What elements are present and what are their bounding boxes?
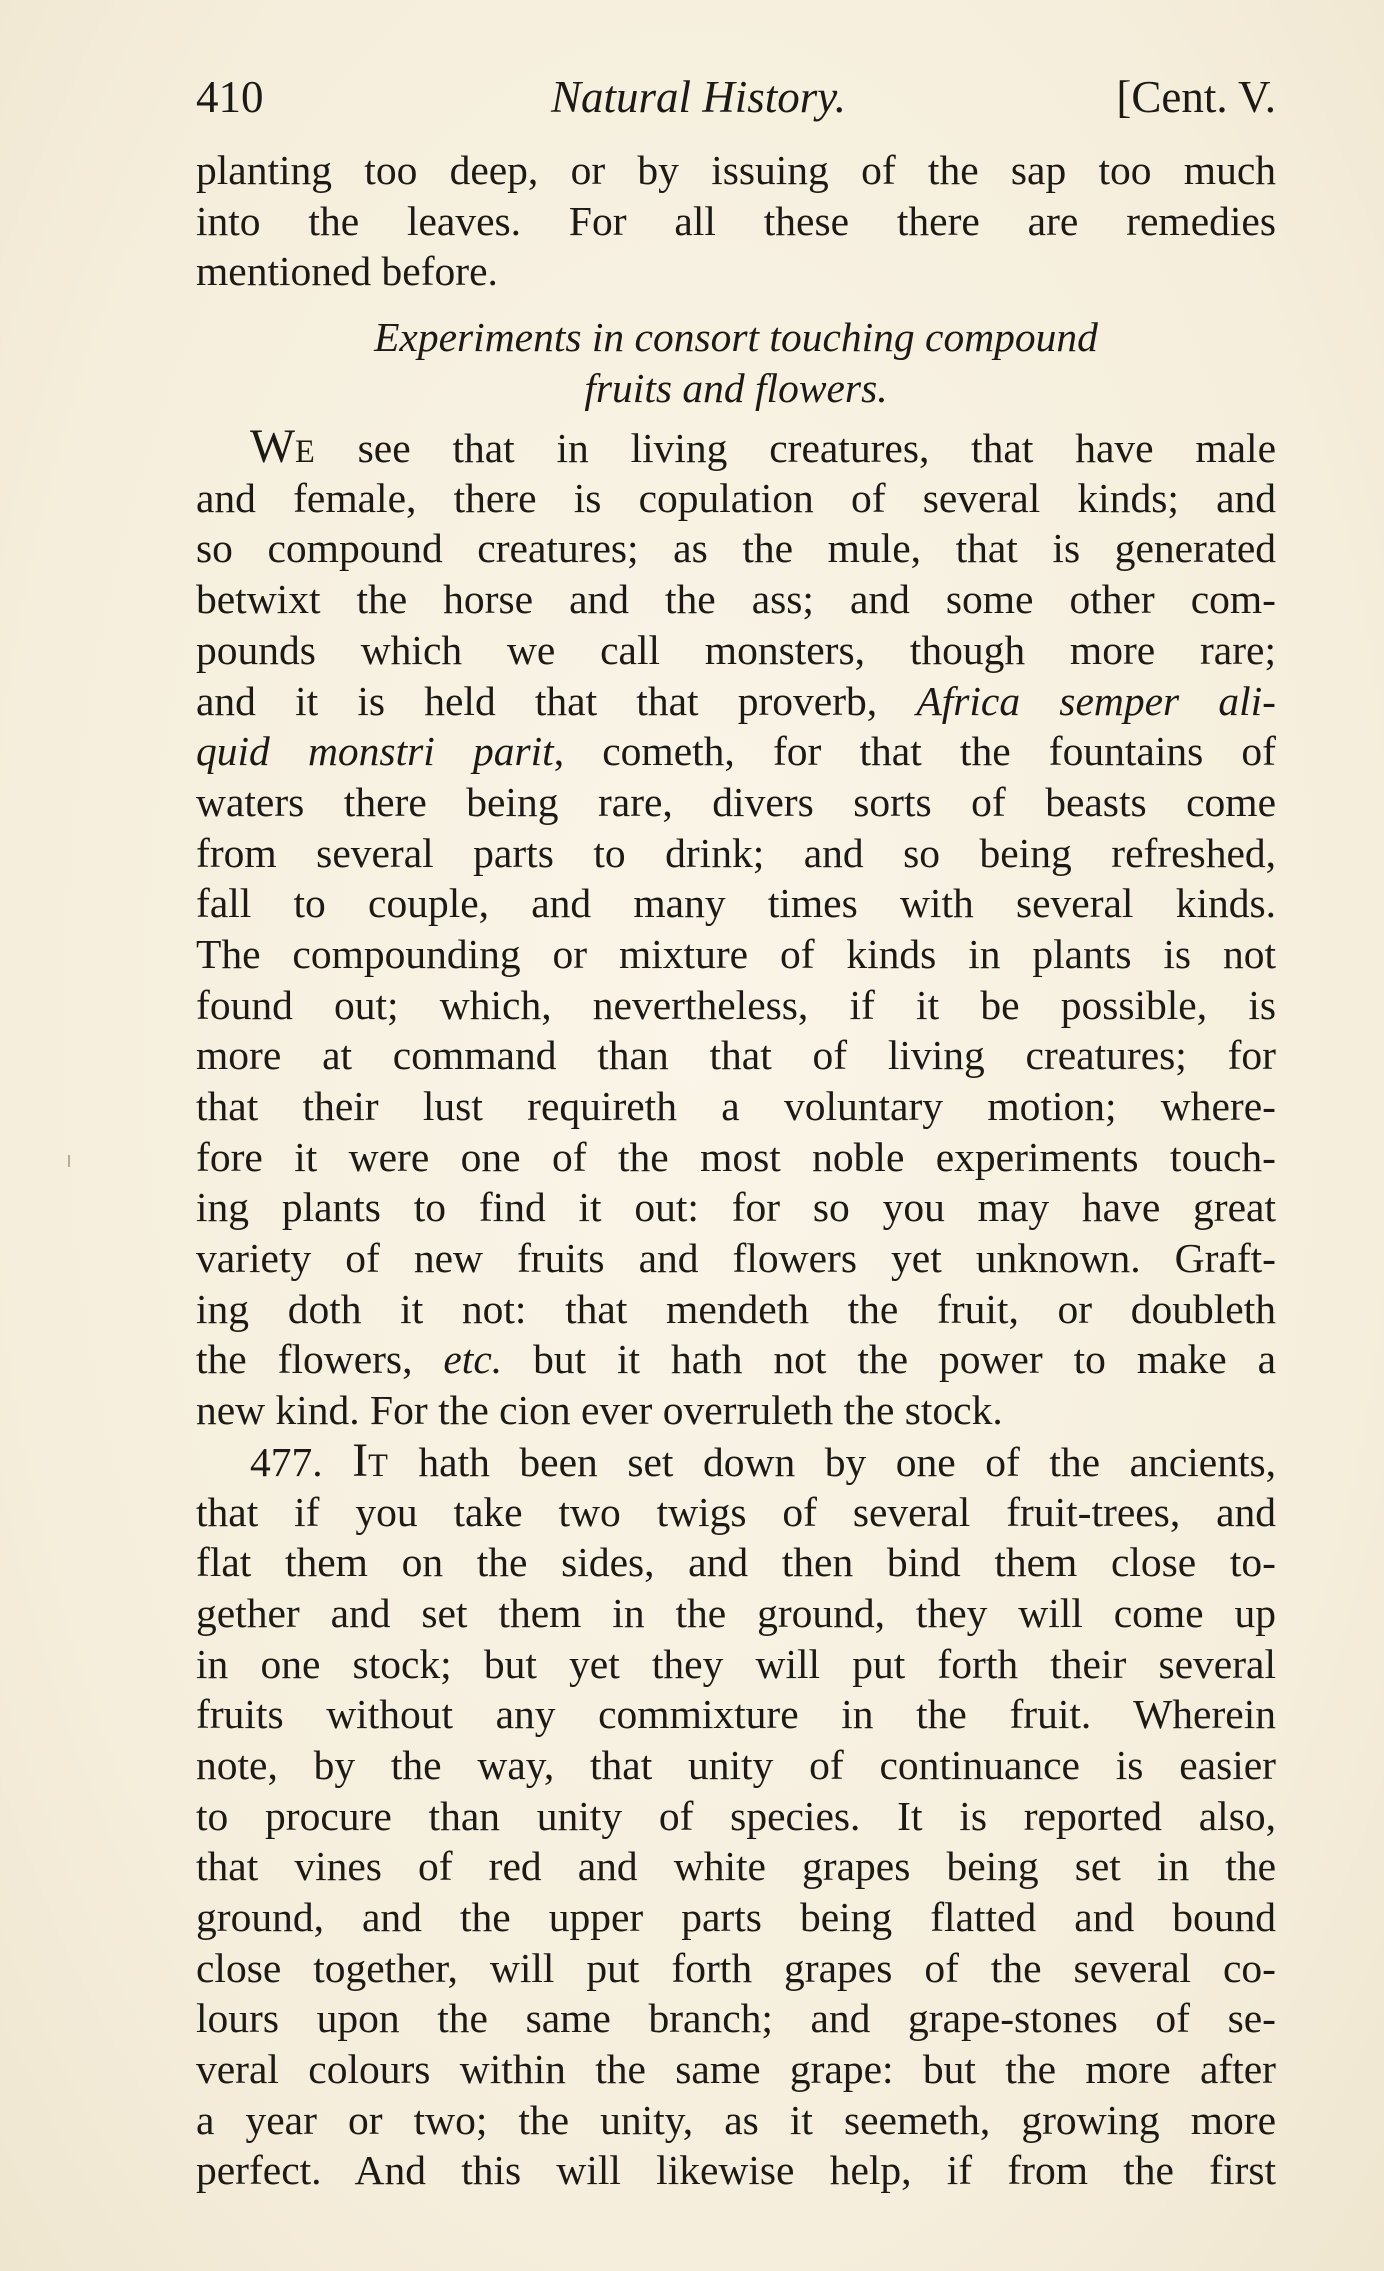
text-line: that if you take two twigs of several fruit-trees, and (196, 1488, 1276, 1535)
text-line: into the leaves. For all these there are remedies (196, 197, 1276, 244)
small-caps: T (368, 1447, 389, 1484)
running-title: Natural History. (551, 72, 847, 122)
paragraph-first-line (196, 422, 1276, 473)
text-line: note, by the way, that unity of continuance is easier (196, 1741, 1276, 1788)
text-line: variety of new fruits and flowers yet unknown. Graft- (196, 1235, 1276, 1282)
page-number: 410 (196, 72, 264, 122)
text-line (196, 726, 1276, 777)
text-line: that vines of red and white grapes being set in the (196, 1843, 1276, 1890)
text-line: pounds which we call monsters, though more rare; (196, 626, 1276, 673)
lead-capital: W (250, 422, 296, 473)
text-line: to procure than unity of species. It is reported also, (196, 1792, 1276, 1839)
text-span: see that in living creatures, that have male (315, 425, 1276, 472)
text-line: so compound creatures; as the mule, that is generated (196, 525, 1276, 572)
text-line: flat them on the sides, and then bind them close to- (196, 1539, 1276, 1586)
text-line: gether and set them in the ground, they will come up (196, 1589, 1276, 1636)
italic-abbrev: etc. (443, 1336, 503, 1383)
text-line: found out; which, nevertheless, if it be possible, is (196, 981, 1276, 1028)
text-line: veral colours within the same grape: but the more after (196, 2046, 1276, 2093)
margin-mark (68, 1155, 70, 1167)
latin-proverb: quid monstri parit (196, 728, 554, 775)
text-line: lours upon the same branch; and grape-stones of se- (196, 1995, 1276, 2042)
text-line: fall to couple, and many times with several kinds. (196, 880, 1276, 927)
text-line: close together, will put forth grapes of the several co- (196, 1944, 1276, 1991)
latin-proverb: Africa semper ali- (916, 677, 1276, 724)
text-span: hath been set down by one of the ancients, (388, 1438, 1276, 1485)
running-header (196, 62, 1276, 132)
text-line: ground, and the upper parts being flatted and bound (196, 1894, 1276, 1940)
section-marker: [Cent. V. (1116, 72, 1276, 122)
text-line: and female, there is copulation of several kinds; and (196, 474, 1276, 521)
text-line: waters there being rare, divers sorts of beasts come (196, 778, 1276, 825)
text-line: betwixt the horse and the ass; and some other com- (196, 576, 1276, 623)
text-span: the flowers, (196, 1336, 444, 1383)
text-line: new kind. For the cion ever overruleth the stock. (196, 1387, 1003, 1434)
paragraph-number: 477. (250, 1438, 353, 1485)
paragraph-first-line (196, 1436, 1276, 1487)
text-line: ing doth it not: that mendeth the fruit, or doubleth (196, 1285, 1276, 1332)
text-line: more at command than that of living creatures; for (196, 1032, 1276, 1079)
text-line: mentioned before. (196, 248, 498, 295)
text-line (196, 676, 1276, 727)
text-line: a year or two; the unity, as it seemeth, growing more (196, 2096, 1276, 2143)
text-line: that their lust requireth a voluntary motion; where- (196, 1083, 1276, 1129)
text-line: fruits without any commixture in the fruit. Wherein (196, 1691, 1276, 1738)
text-line: The compounding or mixture of kinds in plants is not (196, 930, 1276, 977)
text-span: but it hath not the power to make a (502, 1336, 1276, 1383)
small-caps: E (295, 434, 316, 471)
text-span: and it is held that that proverb, (196, 677, 917, 724)
section-heading: Experiments in consort touching compound (374, 314, 1098, 361)
text-line: in one stock; but yet they will put forth their several (196, 1640, 1276, 1687)
text-line: planting too deep, or by issuing of the sap too much (196, 147, 1276, 193)
text-line: from several parts to drink; and so being refreshed, (196, 829, 1276, 876)
text-line (196, 1334, 1276, 1385)
section-heading: fruits and flowers. (584, 365, 888, 412)
text-line: ing plants to find it out: for so you may have great (196, 1184, 1276, 1231)
lead-capital: I (352, 1435, 369, 1487)
text-line: perfect. And this will likewise help, if from the first (196, 2147, 1276, 2194)
text-line: fore it were one of the most noble experiments touch- (196, 1133, 1276, 1180)
text-span: , cometh, for that the fountains of (553, 728, 1276, 775)
body-text (196, 145, 1276, 2196)
